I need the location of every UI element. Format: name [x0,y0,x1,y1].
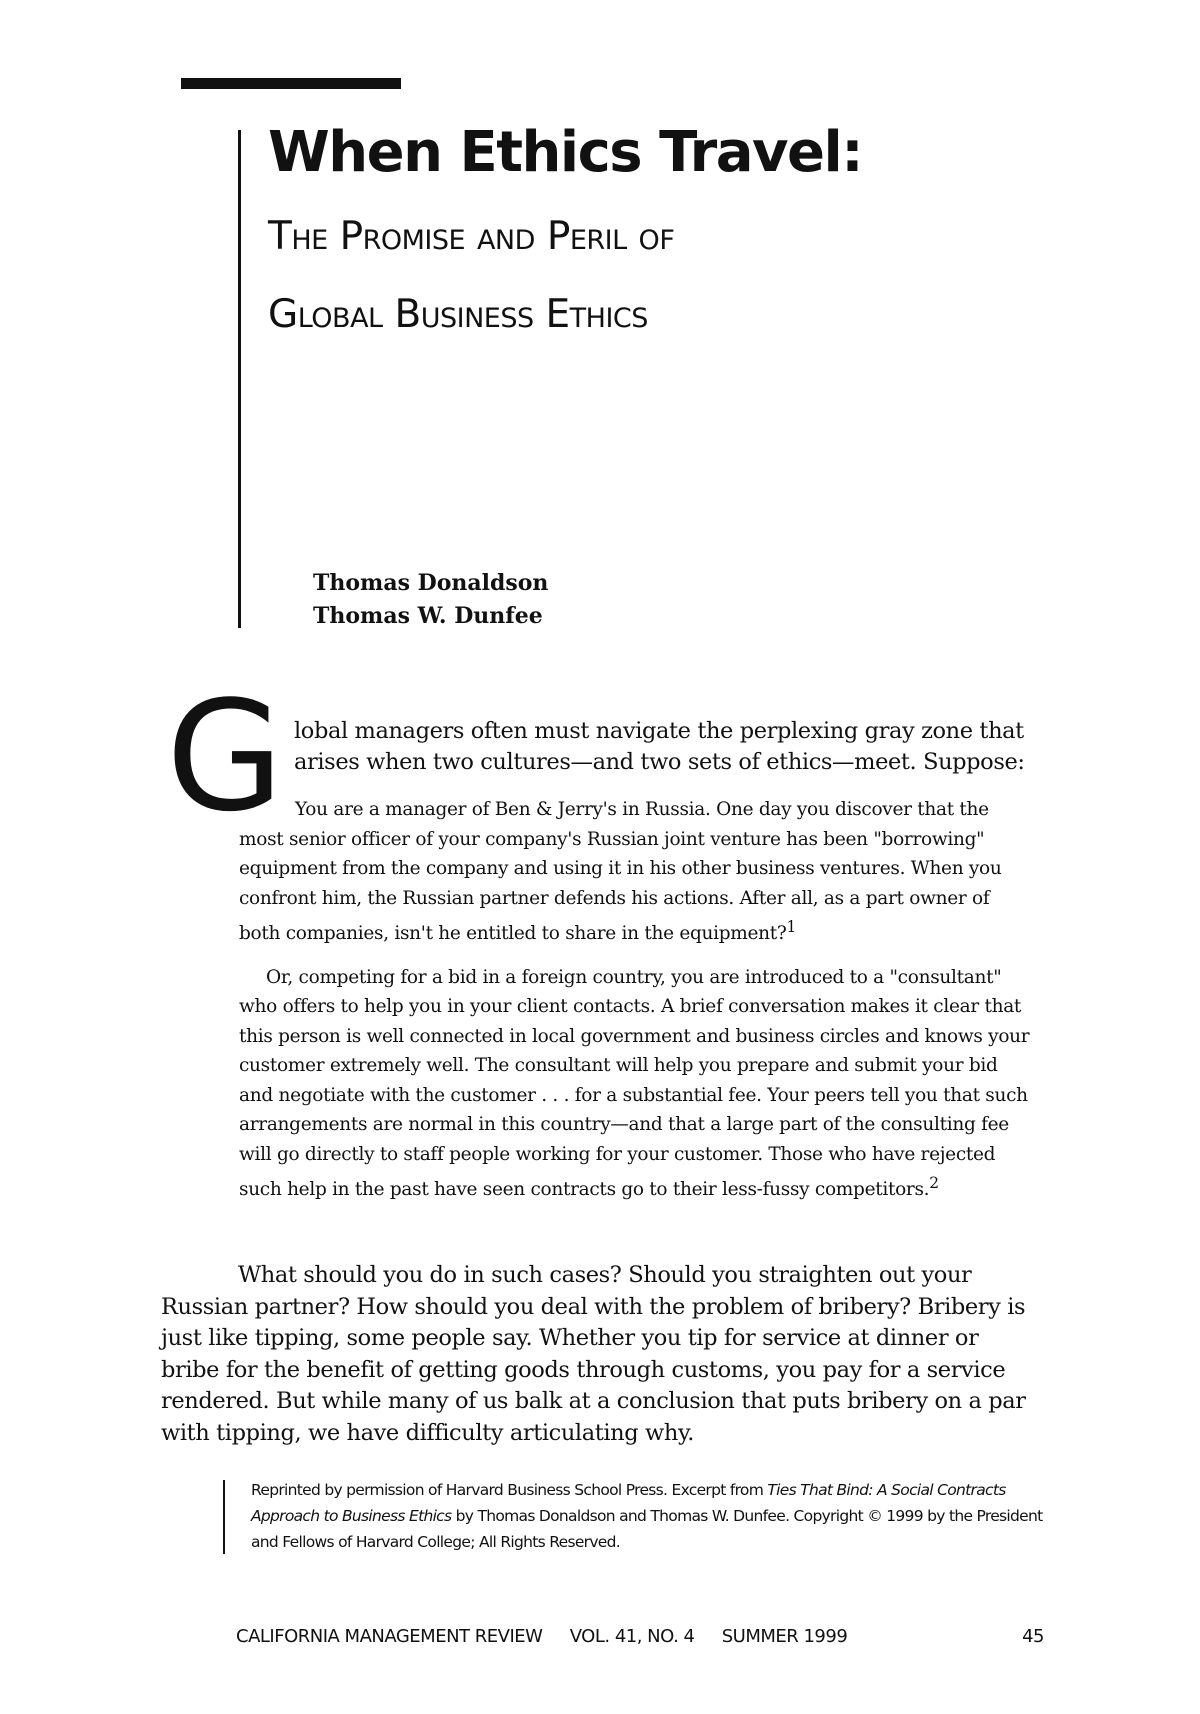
journal-info [236,1626,869,1647]
opening-paragraph [294,716,1034,778]
subtitle-line-2: Global Business Ethics [268,292,648,337]
author-list [313,567,548,633]
top-rule [181,78,401,89]
scenario-paragraph [239,963,1034,1205]
footnote-marker: 1 [786,918,797,936]
scenario-paragraph [239,795,1034,949]
footnote-marker: 2 [929,1174,939,1193]
scenario-text: Or, competing for a bid in a foreign country, you are introduced to a "consultant" who offers to help you in your client contacts. A brief conversation makes it clear that this person is well connected in local government and business circles and knows your customer extremely well. The consultant will help you prepare and submit your bid and negotiate with the customer . . . for a substantial fee. Your peers tell you that such arrangements are normal in this country—and that a large part of the consulting fee will go directly to staff people working for your customer. Those who have rejected such help in the past have seen contracts go to their less-fussy competitors. [239,966,1030,1201]
author-name: Thomas W. Dunfee [313,603,543,629]
journal-volume: VOL. 41, NO. 4 [569,1626,695,1647]
page-footer [236,1626,1044,1647]
page-number: 45 [1022,1626,1044,1647]
opening-text: lobal managers often must navigate the perplexing gray zone that arises when two cultures—and two sets of ethics—meet. Suppose: [294,718,1025,775]
scenario-text: You are a manager of Ben & Jerry's in Russia. One day you discover that the most senior officer of your company's Russian joint venture has been "borrowing" equipment from the company and using it in his other business ventures. When you confront him, the Russian partner defends his actions. After all, as a part owner of both companies, isn't he entitled to share in the equipment? [239,799,1002,945]
body-paragraph: What should you do in such cases? Should you straighten out your Russian partner? How should you deal with the problem of bribery? Bribery is just like tipping, some people say. Whether you tip for service at dinner or bribe for the benefit of getting goods through customs, you pay for a service rendered. But while many of us balk at a conclusion that puts bribery on a par with tipping, we have difficulty articulating why. [161,1262,1026,1446]
credit-prefix: Reprinted by permission of Harvard Business School Press. Excerpt from [251,1481,768,1499]
article-subtitle [268,198,1148,354]
credit-suffix: by Thomas Donaldson and Thomas W. Dunfee. Copyright © 1999 by the President and Fellows of Harvard College; All Rights Reserved. [251,1507,1043,1551]
title-side-rule [238,130,241,628]
title-block [268,118,1148,354]
scenario-block [239,795,1034,1205]
journal-name: CALIFORNIA MANAGEMENT REVIEW [236,1626,543,1647]
journal-season: SUMMER 1999 [721,1626,848,1647]
subtitle-line-1: The Promise and Peril of [268,214,675,259]
reprint-credit [251,1477,1051,1555]
author-name: Thomas Donaldson [313,570,549,596]
credit-book-title: Ties That Bind: A Social Contracts Approach to Business Ethics [251,1481,1006,1525]
article-title: When Ethics Travel: [268,120,863,185]
drop-cap: G [166,668,284,845]
credit-rule [223,1480,225,1554]
